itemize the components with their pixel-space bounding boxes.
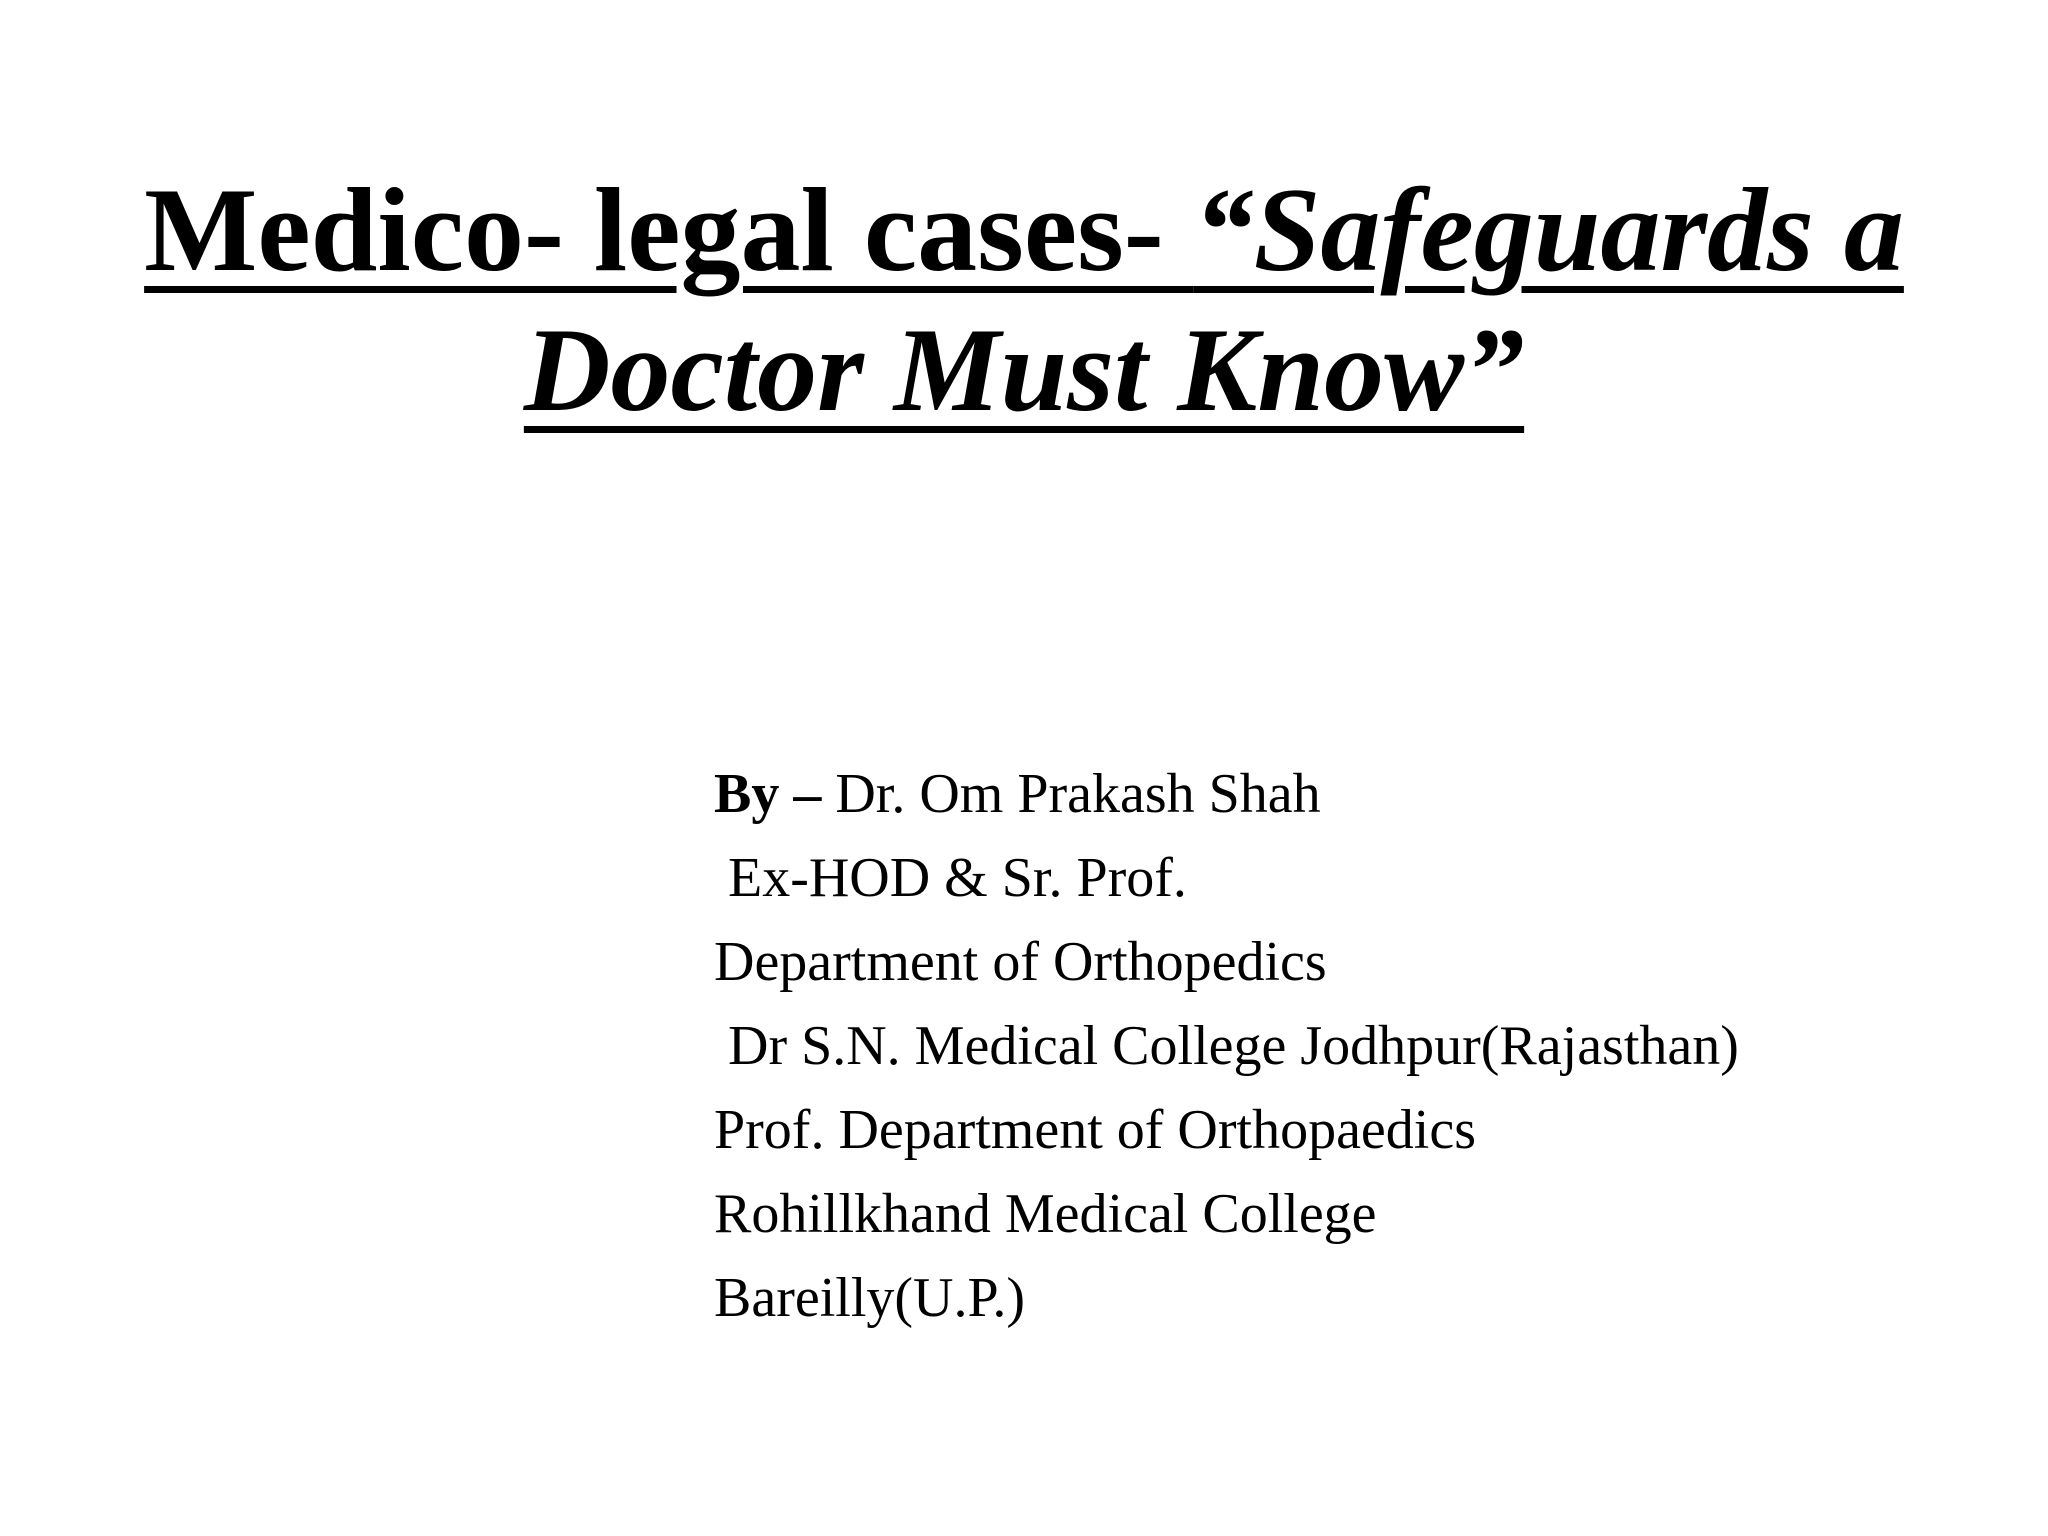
author-name-line [714,752,1739,836]
author-block [714,752,1739,1340]
author-line: Dr S.N. Medical College Jodhpur(Rajasthan) [714,1015,1739,1077]
title-line1-plain: Medico- legal cases- [144,163,1194,296]
author-line: Rohillkhand Medical College [714,1183,1377,1245]
by-label: By – [714,763,822,825]
author-line: Prof. Department of Orthopaedics [714,1099,1476,1161]
author-line: Ex-HOD & Sr. Prof. [714,847,1187,909]
author-name: Dr. Om Prakash Shah [821,763,1321,825]
title-line1-italic: “Safeguards a [1193,163,1904,296]
title-line2-italic: Doctor Must Know” [523,303,1525,436]
author-line: Bareilly(U.P.) [714,1267,1026,1329]
author-line: Department of Orthopedics [714,931,1327,993]
slide-title [0,160,2048,440]
